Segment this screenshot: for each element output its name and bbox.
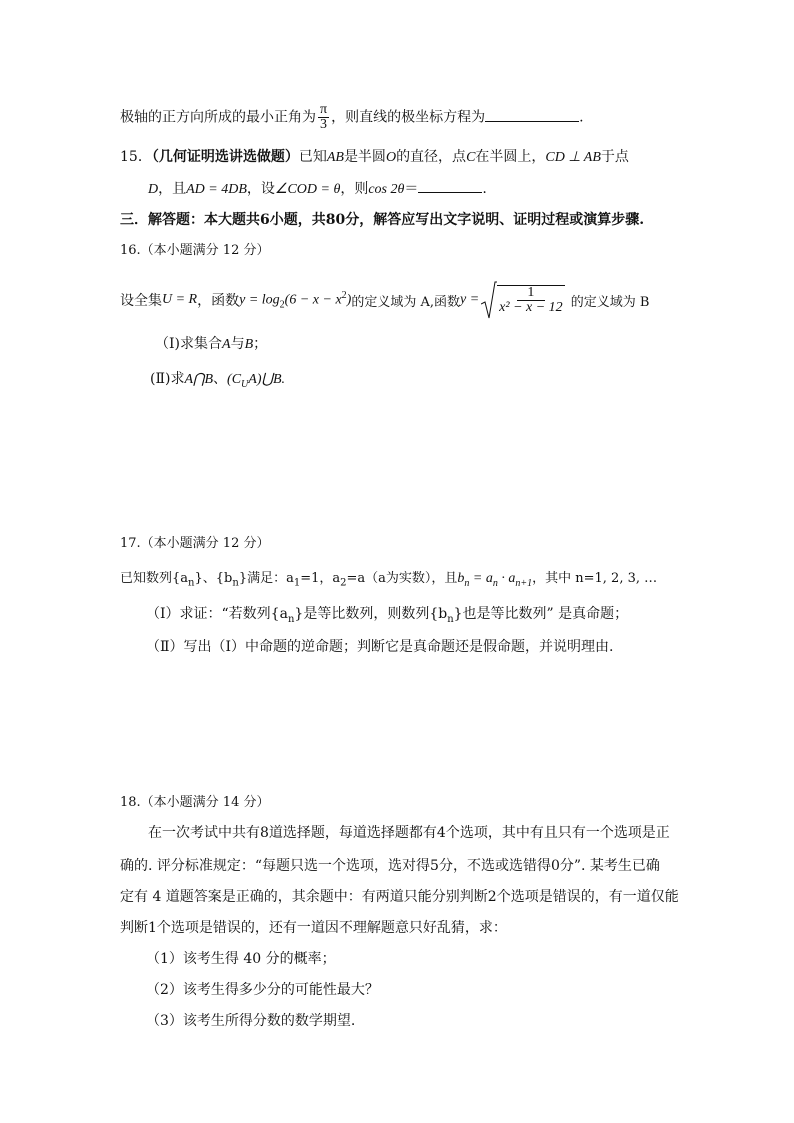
q15-tag: （几何证明选讲选做题） — [151, 149, 299, 165]
q14-fraction — [318, 103, 329, 132]
q18-para-line3: 定有 4 道题答案是正确的，其余题中：有两道只能分别判断2个选项是错误的，有一道仅能 — [120, 889, 679, 905]
q18-sub1: （1）该考生得 40 分的概率； — [146, 951, 336, 967]
q16-f2-fraction — [497, 285, 565, 315]
q18-para-line4: 判断1个选项是错误的，还有一道因不理解题意只好乱猜，求： — [120, 920, 507, 936]
q15-text: 已知 — [298, 149, 327, 165]
q16-header: 16.（本小题满分 12 分） — [120, 243, 270, 258]
q14-end: . — [579, 109, 584, 126]
q18-para-line1: 在一次考试中共有8道选择题，每道选择题都有4个选项，其中有且只有一个选项是正 — [148, 825, 670, 841]
q16-a: A — [222, 337, 231, 352]
q15-eq: ＝ — [404, 181, 419, 197]
q16-part1 — [155, 333, 267, 353]
q14-answer-blank[interactable] — [485, 109, 579, 122]
q15-text: ，且 — [158, 181, 187, 197]
q15-number: 15． — [120, 149, 152, 165]
q15-cos: cos 2θ — [368, 182, 405, 197]
q16-part2 — [150, 368, 285, 390]
q16-text: （Ⅰ)求集合 — [155, 336, 222, 352]
q18-sub2: （2）该考生得多少分的可能性最大？ — [146, 982, 379, 998]
q16-text: 设全集 — [120, 293, 162, 309]
q17-part1: （Ⅰ）求证：“若数列$\{a_n\}$是等比数列，则数列$\{b_n\}$也是等比数列” 是真命题； — [146, 606, 629, 625]
q17-part2: （Ⅱ）写出（Ⅰ）中命题的逆命题；判断它是真命题还是假命题，并说明理由. — [146, 639, 614, 655]
q15-text: ，设 — [246, 181, 275, 197]
q16-complement-union: $(C_UA)⋃B$. — [227, 372, 286, 390]
q16-text: 、 — [213, 371, 228, 387]
q18-sub3: （3）该考生所得分数的数学期望. — [146, 1013, 356, 1029]
q14-frac-num: π — [320, 102, 328, 117]
q14-text-after: ，则直线的极坐标方程为 — [331, 109, 486, 126]
q14-tail-line — [120, 103, 584, 132]
q17-header: 17.（本小题满分 12 分） — [120, 536, 270, 551]
q15-text: 于点 — [600, 149, 629, 165]
q16-u: U = R — [162, 292, 198, 307]
q16-f2-num: 1 — [517, 286, 545, 301]
q16-text: (Ⅱ)求 — [150, 371, 185, 387]
q16-f1: $y = \log_2(6 - x - x^2)$ — [239, 289, 352, 311]
q15-cond1: AD = 4DB — [186, 182, 247, 197]
q16-text: 与 — [230, 336, 245, 352]
q15-ab: AB — [326, 150, 344, 165]
q16-text: 的定义域为 A,函数 — [351, 294, 460, 310]
q16-intersection: A⋂B — [184, 372, 214, 387]
q16-text: 的定义域为 B — [570, 294, 650, 310]
q15-end: . — [482, 181, 487, 197]
q15-text: 的直径，点 — [396, 149, 467, 165]
q15-d: D — [148, 182, 159, 197]
q15-cond2: ∠COD = θ — [274, 182, 341, 197]
q15-c: C — [466, 150, 476, 165]
q16-b: B — [244, 337, 254, 352]
q15-text: 是半圆 — [343, 149, 386, 165]
q15-line2 — [148, 178, 487, 198]
q16-text: ； — [253, 336, 268, 352]
q16-stem — [120, 280, 649, 320]
q17-stem: 已知数列$\{a_n\}$、$\{b_n\}$满足：$a_1=1$，$a_2=a(a$为实数），且$b_n = a_n \cdot a_{n+1}$，其中 n=1, 2, 3, … — [120, 571, 658, 589]
q14-frac-den: 3 — [320, 117, 328, 132]
q15-o: O — [385, 150, 397, 165]
q16-f2: y = — [459, 292, 480, 307]
q16-f2-den: x² − x − 12 — [499, 300, 563, 315]
q15-text: ，则 — [340, 181, 369, 197]
q18-para-line2: 确的. 评分标准规定：“每题只选一个选项，选对得5分，不选或选错得0分”. 某考生已确 — [120, 858, 660, 874]
q15-line1 — [120, 146, 629, 166]
sqrt-icon — [481, 280, 497, 320]
q18-header: 18.（本小题满分 14 分） — [120, 795, 270, 810]
q15-perp: CD ⊥ AB — [545, 150, 601, 165]
q15-text: 在半圆上， — [475, 149, 546, 165]
q15-answer-blank[interactable] — [418, 180, 482, 193]
q14-text-before: 极轴的正方向所成的最小正角为 — [120, 109, 316, 126]
section3-title: 三．解答题：本大题共6小题，共80分，解答应写出文字说明、证明过程或演算步骤. — [120, 212, 645, 228]
q16-text: ，函数 — [197, 293, 240, 309]
